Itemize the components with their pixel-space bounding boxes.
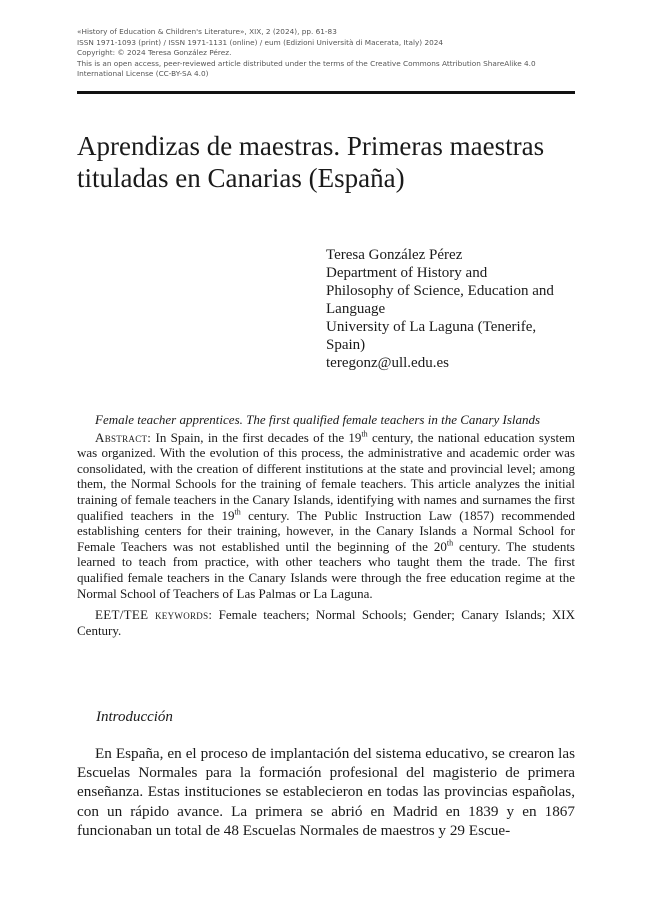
keywords-text: Female teachers; Normal Schools; Gender; Canary Islands; XIX Century. bbox=[77, 607, 576, 638]
license-line-2: International License (CC-BY-SA 4.0) bbox=[77, 69, 209, 79]
abstract-text-2: century, the national education system was organized. With the evolution of this process, the administrative and academic order was consolidated, with the creation of different institutions at the state and provincial level; among them, the Normal Schools for the training of female teachers. This article analyzes the initial training of female teachers in the Canary Islands, identifying with names and surnames the first qualified teachers in the 19 bbox=[77, 429, 575, 523]
section-heading: Introducción bbox=[96, 709, 173, 725]
abstract-label: Abstract: bbox=[95, 429, 152, 445]
department-line-1: Department of History and bbox=[326, 265, 488, 281]
department-line-3: Language bbox=[326, 301, 386, 317]
university-line-2: Spain) bbox=[326, 337, 366, 353]
abstract-text-3: century. The Public Instruction Law (1857) recommended establishing centers for their training, however, in the Canary Islands a Normal School for Female Teachers was not established until the beginning of the 20 bbox=[77, 507, 575, 554]
title-line-2: tituladas en Canarias (España) bbox=[77, 163, 405, 193]
license-line-1: This is an open access, peer-reviewed article distributed under the terms of the Creative Commons Attribution ShareAlike 4.0 bbox=[77, 58, 536, 68]
department-line-2: Philosophy of Science, Education and bbox=[326, 283, 554, 299]
university-line-1: University of La Laguna (Tenerife, bbox=[326, 319, 537, 335]
author-affiliation bbox=[326, 246, 576, 372]
abstract-text-4: century. The students learned to teach from practice, with other teachers who taught them the trade. The first qualified female teachers in the Canary Islands were through the free education regime at the Normal School of Teachers of Las Palmas or La Laguna. bbox=[77, 538, 575, 601]
title-line-1: Aprendizas de maestras. Primeras maestras bbox=[77, 131, 545, 161]
author-email[interactable]: teregonz@ull.edu.es bbox=[326, 355, 449, 371]
journal-citation: «History of Education & Children's Literature», XIX, 2 (2024), pp. 61-83 bbox=[77, 27, 337, 36]
abstract-sup-1: th bbox=[361, 429, 368, 439]
english-title: Female teacher apprentices. The first qualified female teachers in the Canary Islands bbox=[95, 412, 541, 427]
header-rule bbox=[77, 91, 575, 94]
keywords-paragraph bbox=[77, 607, 575, 638]
keywords-label: EET/TEE keywords: bbox=[95, 607, 213, 623]
copyright-line: Copyright: © 2024 Teresa González Pérez. bbox=[77, 48, 232, 58]
journal-header bbox=[77, 27, 577, 80]
abstract-sup-2: th bbox=[234, 507, 241, 517]
journal-issn: ISSN 1971-1093 (print) / ISSN 1971-1131 (online) / eum (Edizioni Università di Macerata, Italy) 2024 bbox=[77, 37, 444, 47]
article-title bbox=[77, 130, 587, 194]
author-name: Teresa González Pérez bbox=[326, 247, 463, 263]
body-paragraph: En España, en el proceso de implantación del sistema educativo, se crearon las Escuelas Normales para la formación profesional del magisterio de primera enseñanza. Estas instituciones se establecieron en todas las provincias españolas, con un rápido avance. La primera se abrió en Madrid en 1839 y en 1867 funcionaban un total de 48 Escuelas Normales de maestros y 29 Escue- bbox=[77, 745, 575, 839]
abstract-sup-3: th bbox=[446, 538, 454, 548]
abstract-paragraph bbox=[77, 430, 575, 602]
abstract-text-1: In Spain, in the first decades of the 19 bbox=[151, 429, 362, 445]
abstract-section bbox=[77, 412, 575, 638]
